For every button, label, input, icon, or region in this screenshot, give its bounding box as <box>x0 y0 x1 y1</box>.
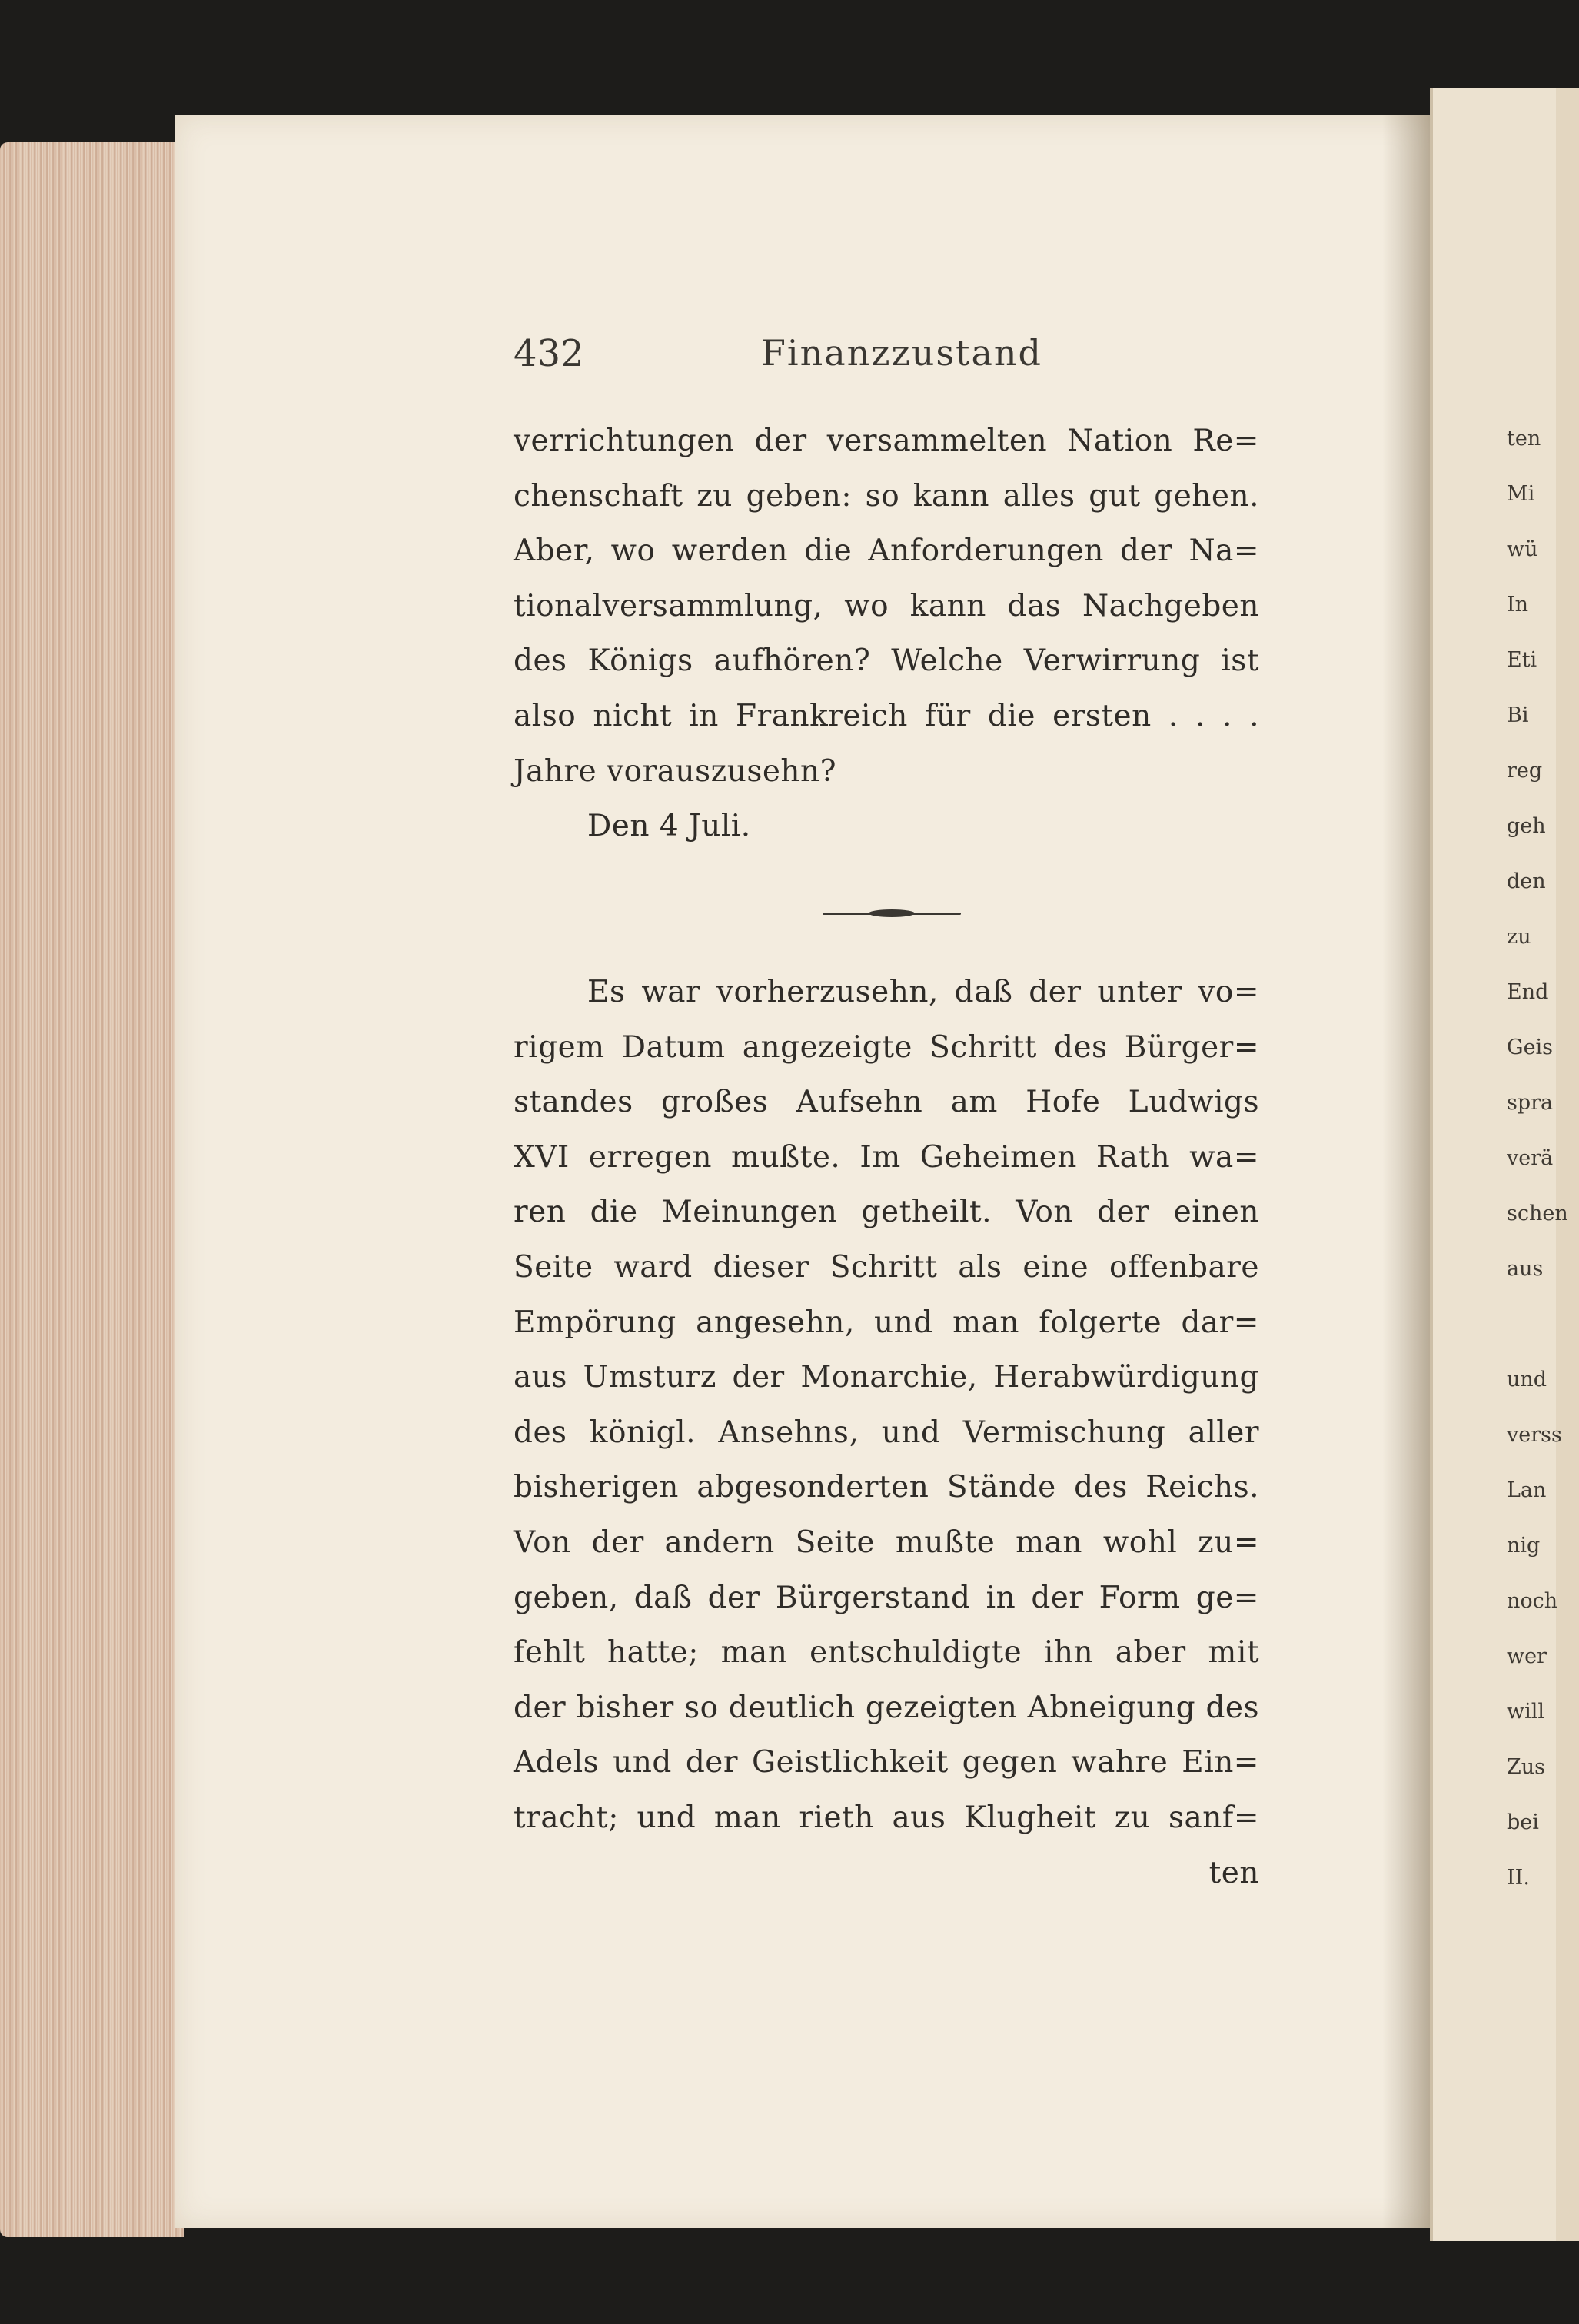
text-line: Jahre vorauszusehn? <box>514 753 837 789</box>
dateline: Den 4 Juli. <box>587 809 751 844</box>
next-page-word: verä <box>1507 1146 1554 1170</box>
next-page-word: den <box>1507 869 1546 893</box>
divider-center <box>869 909 915 917</box>
book-page-right-partial <box>1430 88 1579 2241</box>
text-line: verrichtungen der versammelten Nation Re= <box>514 424 1259 458</box>
next-page-word: ten <box>1507 427 1541 451</box>
text-line: Seite ward dieser Schritt als eine offenbare <box>514 1249 1259 1285</box>
text-line: XVI erregen mußte. Im Geheimen Rath wa= <box>514 1139 1259 1175</box>
text-line: der bisher so deutlich gezeigten Abneigung des <box>514 1690 1259 1725</box>
next-page-word: zu <box>1507 925 1531 949</box>
text-line: Von der andern Seite mußte man wohl zu= <box>514 1524 1259 1560</box>
next-page-word: Mi <box>1507 482 1535 506</box>
next-page-word: Eti <box>1507 648 1537 672</box>
next-page-word: geh <box>1507 814 1546 838</box>
next-page-word: wer <box>1507 1644 1547 1668</box>
text-line: Es war vorherzusehn, daß der unter vo= <box>587 975 1259 1009</box>
next-page-word: End <box>1507 980 1549 1004</box>
text-section-1 <box>514 414 1259 854</box>
text-line: Aber, wo werden die Anforderungen der Na= <box>514 534 1259 569</box>
next-page-word: Bi <box>1507 703 1529 727</box>
next-page-word: aus <box>1507 1257 1544 1281</box>
next-page-word: bei <box>1507 1810 1539 1834</box>
book-gutter <box>1382 115 1430 2228</box>
next-page-word: wü <box>1507 537 1538 561</box>
text-line: des Königs aufhören? Welche Verwirrung ist <box>514 643 1259 679</box>
next-page-word: Geis <box>1507 1036 1554 1059</box>
next-page-word: will <box>1507 1700 1545 1724</box>
page-stack-edge <box>0 142 184 2237</box>
next-page-text <box>1507 411 1579 1906</box>
next-page-word <box>1507 1297 1579 1352</box>
next-page-word: und <box>1507 1368 1547 1391</box>
text-line: Empörung angesehn, und man folgerte dar= <box>514 1305 1259 1340</box>
next-page-word: Lan <box>1507 1478 1547 1502</box>
next-page-word: Zus <box>1507 1755 1546 1779</box>
text-line: also nicht in Frankreich für die ersten . . . . <box>514 698 1259 733</box>
text-line: bisherigen abgesonderten Stände des Reichs. <box>514 1470 1259 1505</box>
next-page-word: In <box>1507 593 1529 617</box>
next-page-word: nig <box>1507 1534 1541 1558</box>
catchword: ten <box>1208 1855 1259 1890</box>
text-line: des königl. Ansehns, und Vermischung aller <box>514 1415 1259 1450</box>
page-number: 432 <box>514 332 584 375</box>
text-line: geben, daß der Bürgerstand in der Form ge= <box>514 1580 1259 1615</box>
next-page-word: reg <box>1507 759 1543 783</box>
next-page-word: noch <box>1507 1589 1558 1613</box>
text-line: rigem Datum angezeigte Schritt des Bürger= <box>514 1029 1259 1065</box>
next-page-word: II. <box>1507 1866 1530 1890</box>
text-line: chenschaft zu geben: so kann alles gut gehen. <box>514 478 1259 514</box>
text-line: tracht; und man rieth aus Klugheit zu sanf= <box>514 1800 1259 1835</box>
next-page-word: verss <box>1507 1423 1562 1447</box>
running-head <box>514 332 1282 386</box>
next-page-word: schen <box>1507 1202 1568 1225</box>
section-divider-ornament <box>823 909 961 919</box>
text-line: tionalversammlung, wo kann das Nachgeben <box>514 588 1259 623</box>
text-line: aus Umsturz der Monarchie, Herabwürdigung <box>514 1360 1259 1395</box>
text-section-2 <box>514 965 1259 1900</box>
text-line: standes großes Aufsehn am Hofe Ludwigs <box>514 1085 1259 1120</box>
page-header-title: Finanzzustand <box>761 332 1042 374</box>
next-page-word: spra <box>1507 1091 1554 1115</box>
text-line: fehlt hatte; man entschuldigte ihn aber mit <box>514 1635 1259 1671</box>
text-line: ren die Meinungen getheilt. Von der einen <box>514 1195 1259 1230</box>
text-line: Adels und der Geistlichkeit gegen wahre Ein= <box>514 1745 1259 1780</box>
